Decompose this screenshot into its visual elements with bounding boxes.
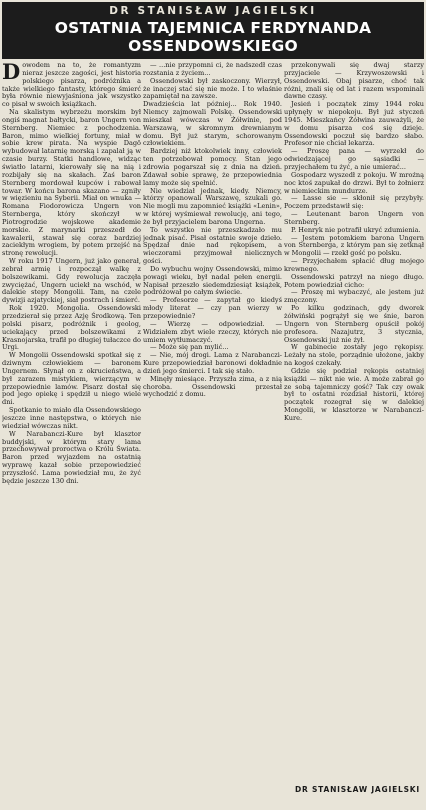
paragraph — [2, 352, 141, 407]
paragraph-text: Rok 1920. Mongolia. Ossendowski przedzierał się przez Azję Środkową. Ten polski pisarz, podróżnik i geolog, uciekający przed bolszewikami z Krasnojarska, trafił po długiej tułaczce do Urgi. — [2, 304, 141, 352]
paragraph-text: — Przyjechałem spłacić dług mojego krewnego. — [284, 257, 424, 273]
paragraph — [2, 431, 141, 486]
paragraph-text: — Lasse sie — skłonił się przybyły. Poczem przedstawił się: — [284, 194, 424, 211]
paragraph — [2, 305, 141, 352]
paragraph — [143, 352, 282, 376]
paragraph-text: — Proszę mi wybaczyć, ale jestem już zmęczony. — [284, 288, 424, 305]
paragraph — [284, 172, 424, 196]
paragraph — [143, 321, 282, 345]
paragraph — [284, 148, 424, 172]
paragraph — [143, 297, 282, 321]
paragraph-text: Nie wiedział jednak, kiedy. Niemcy, którzy opanowali Warszawę, szukali go. Nie mogli mu zapomnieć książki «Lenin», w której wyśmiewał rewolucję, ani tego, że był przyjacielem barona Ungerna. — [143, 186, 282, 226]
article-body — [2, 62, 424, 810]
paragraph-text: To wszystko nie przeszkadzało mu jednak pisać. Pisał ostatnie swoje dzieło. Spędzał dnie nad rękopisem, a wieczorami przyjmował nielicznych gości. — [143, 225, 282, 266]
paragraph — [284, 62, 424, 101]
paragraph — [143, 376, 282, 400]
paragraph — [2, 109, 141, 258]
drop-cap: D — [2, 62, 21, 84]
text-column-1 — [2, 62, 141, 810]
paragraph-text: — ...nie przypomni ci, że nadszedł czas rozstania z życiem... — [143, 62, 282, 77]
paragraph — [143, 78, 282, 102]
article-title: OSTATNIA TAJEMNICA FERDYNANDA OSSENDOWSKIEGO — [54, 19, 372, 55]
paragraph-text: — Jestem potomkiem barona Ungern von Sternberga, z którym pan się zetknął w Mongolii — rzekł gość po polsku. — [284, 233, 424, 258]
text-column-2 — [143, 62, 282, 810]
paragraph-text: owodem na to, że romantyzm nieraz jeszcze zagości, jest historia polskiego pisarza, podróżnika a także wielkiego fantasty, którego śmierć była równie niewyjaśniona jak wszystko co pisał w swoich książkach. — [2, 62, 141, 109]
paragraph — [284, 289, 424, 305]
paragraph — [284, 258, 424, 274]
paragraph — [143, 101, 282, 148]
paragraph-text: — Nie, mój drogi. Lama z Narabanczi-Kure przepowiedział baronowi dokładnie dzień jego śmierci. I tak się stało. — [143, 351, 282, 375]
paragraph-text: W roku 1917 Ungern, już jako generał, zebrał armię i rozpoczął walkę z bolszewikami. Gdy rewolucja zaczęła zwyciężać, Ungern uciekł na wschód, w dalekie stepy Mongolii. Tam, na czele dywizji azjatyckiej, siał postrach i śmierć. — [2, 257, 141, 305]
paragraph-text: Spotkanie to miało dla Ossendowskiego jeszcze inne następstwa, o których nie wiedział wówczas nikt. — [2, 406, 141, 430]
paragraph-text: W Narabanczi-Kure był klasztor buddyjski, w którym stary lama przechowywał proroctwa o Królu Świata. Baron przed wyjazdem na ostatnią wyprawę kazał sobie przepowiedzieć przyszłość. Lama powiedział mu, że żyć będzie jeszcze 130 dni. — [2, 429, 141, 485]
paragraph-text: Po kilku godzinach, gdy dworek żółwiński pogrążył się we śnie, baron Ungern von Sternberg opuścił pokój profesora. Nazajutrz, 3 stycznia, Ossendowski już nie żył. — [284, 304, 424, 344]
paragraph — [284, 368, 424, 423]
paragraph-text: Na skalistym wybrzeżu morskim był ongiś magnat bałtycki, baron Ungern von Sternberg. Niemiec z pochodzenia. Baron, mimo wielkiej fortuny, miał w sobie krew pirata. Na wyspie Dagö wybudował latarnię morską i zapalał ją w czasie burzy. Statki handlowe, widząc światło latarni, kierowały się na nią i rozbijały się na skałach. Zaś baron Sternberg mordował kupców i rabował towar. W końcu barona skazano — zgniły w więzieniu na Syberii. Miał on wnuka — Romana Fiodorowicza Ungern von Sternberga, który skończył w Piotrogrodzie wojskowe akademie morskie. Z marynarki przeszedł do kawalerii, stawał się coraz bardziej zaciekłym wrogiem, by potem przejść na stronę rewolucji. — [2, 108, 141, 258]
paragraph-text: P. Henryk nie potrafił ukryć zdumienia. — [291, 225, 421, 234]
paragraph-text: Do wybuchu wojny Ossendowski, mimo powagi wieku, był nadal pełen energii. Napisał przeszło siedemdziesiąt książek, podróżował po całym świecie. — [143, 264, 282, 297]
paragraph-text: Gospodarz wyszedł z pokoju. W mroźną noc ktoś zapukał do drzwi. Był to żołnierz w niemieckim mundurze. — [284, 170, 424, 195]
author-name: DR STANISŁAW JAGIELSKI — [109, 5, 317, 17]
paragraph — [284, 305, 424, 344]
paragraph — [143, 266, 282, 297]
paragraph — [143, 188, 282, 227]
paragraph-text: Bardziej niż ktokolwiek inny, człowiek ten potrzebował pomocy. Stan jego zdrowia pogarszał się z dnia na dzień. Zdawał sobie sprawę, że przepowiednia lamy może się spełnić. — [143, 147, 282, 187]
paragraph — [284, 344, 424, 368]
paragraph-text: — Może się pan mylić... — [150, 343, 229, 352]
paragraph-text: Ossendowski patrzył na niego długo. Potem powiedział cicho: — [284, 272, 424, 289]
paragraph-text: — Profesorze — zapytał go kiedyś młody literat — czy pan wierzy w przepowiednie? — [143, 296, 282, 320]
paragraph-text: Minęły miesiące. Przyszła zima, a z nią choroba. Ossendowski przestał wychodzić z domu. — [143, 374, 282, 399]
paragraph-text: Dwadzieścia lat później... Rok 1940. Niemcy zajmowali Polskę. Ossendowski mieszkał wówczas w Żółwinie, pod Warszawą, w skromnym drewnianym domu. Był już starym, schorowanym człowiekiem. — [143, 100, 282, 148]
paragraph — [143, 148, 282, 187]
paragraph — [2, 407, 141, 431]
paragraph-text: Gdzie się podział rękopis ostatniej książki — nikt nie wie. A może zabrał go ze sobą tajemniczy gość? Tak czy owak był to ostatni rozdział historii, której początek rozegrał się w dalekiej Mongolii, w klasztorze w Narabanczi-Kure. — [284, 366, 424, 422]
paragraph — [284, 274, 424, 290]
paragraph — [2, 62, 141, 109]
paragraph-text: — Leutenant baron Ungern von Sternberg. — [284, 210, 424, 226]
text-column-3 — [284, 62, 424, 810]
paragraph-text: przekonywali się dwaj starzy przyjaciele — Krzywoszewski i Ossendowski. Obaj pisarze, choć tak różni, znali się od lat i razem wspominali dawne czasy. — [284, 62, 424, 101]
paragraph-text: Ossendowski był zaskoczony. Wierzył, że inaczej stać się nie może. I to właśnie zapamiętał na zawsze. — [143, 76, 282, 101]
paragraph — [284, 195, 424, 211]
paragraph — [143, 62, 282, 78]
paragraph — [2, 258, 141, 305]
paragraph — [284, 211, 424, 227]
paragraph — [143, 227, 282, 266]
paragraph-text: W Mongolii Ossendowski spotkał się z dziwnym człowiekiem — baronem Ungernem. Słynął on z okrucieństwa, a był zarazem mistykiem, wierzącym w przepowiednie lamów. Pisarz dostał się pod jego opiekę i spędził u niego wiele dni. — [2, 351, 141, 407]
author-signature: DR STANISŁAW JAGIELSKI — [294, 785, 420, 794]
paragraph-text: — Proszę pana — wyrzekł do odwiedzającej go sąsiadki — przyjechałem tu żyć, a nie umierać... — [284, 147, 424, 171]
paragraph — [284, 235, 424, 259]
paragraph — [284, 101, 424, 148]
paragraph-text: — Wierzę — odpowiedział. — Widziałem zbyt wiele rzeczy, których nie umiem wytłumaczyć. — [143, 319, 282, 344]
article-header — [2, 2, 424, 59]
paragraph-text: W gabinecie zostały jego rękopisy. Leżały na stole, porządnie ułożone, jakby na kogoś czekały. — [284, 343, 424, 368]
paragraph-text: Jesień i początek zimy 1944 roku upłynęły w niepokoju. Był już styczeń 1945. Mieszkańcy Żółwina zauważyli, że w domu pisarza coś się dzieje. Ossendowski poczuł się bardzo słabo. Profesor nie chciał lekarza. — [284, 100, 424, 148]
